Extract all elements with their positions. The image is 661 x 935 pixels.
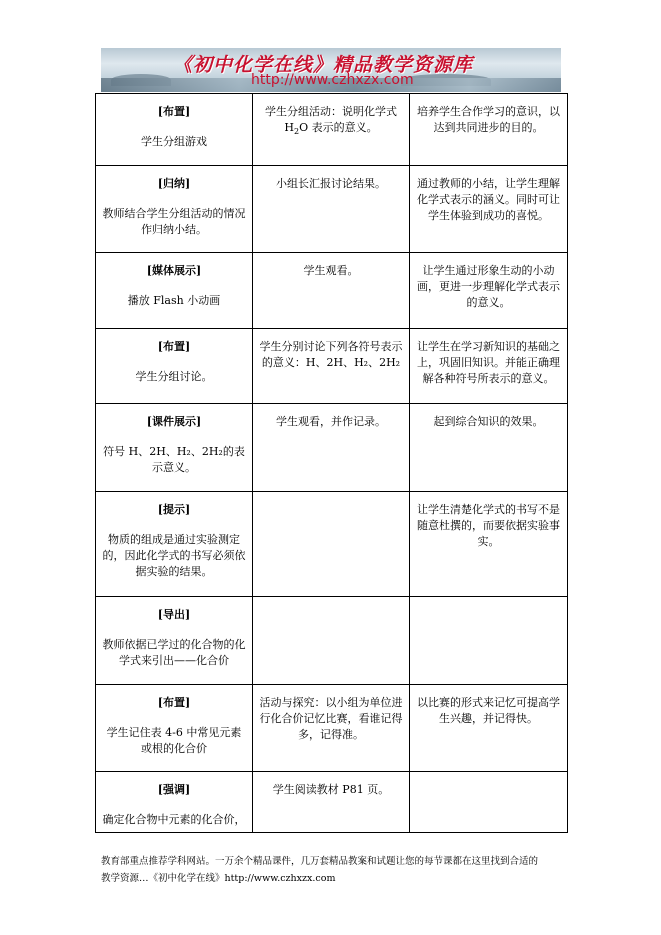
design-purpose: 起到综合知识的效果。	[433, 415, 544, 428]
teacher-activity: 确定化合物中元素的化合价，	[102, 813, 246, 826]
design-purpose: 让学生通过形象生动的小动画，更进一步理解化学式表示的意义。	[417, 264, 560, 309]
teacher-cell	[96, 492, 253, 597]
teacher-cell	[96, 253, 253, 329]
step-label: [导出]	[157, 608, 191, 621]
banner-title: 《初中化学在线》精品教学资源库	[173, 54, 474, 76]
step-label: [归纳]	[157, 177, 191, 190]
teacher-activity: 学生分组游戏	[141, 135, 207, 148]
table-row	[96, 329, 568, 404]
teacher-cell	[96, 166, 253, 253]
student-cell	[253, 597, 410, 685]
student-activity: 小组长汇报讨论结果。	[276, 177, 386, 190]
purpose-cell	[410, 94, 568, 166]
teacher-cell	[96, 597, 253, 685]
teacher-cell	[96, 685, 253, 772]
student-activity: 学生观看。	[303, 264, 359, 277]
design-purpose: 通过教师的小结，让学生理解化学式表示的涵义。同时可让学生体验到成功的喜悦。	[417, 177, 560, 222]
teacher-activity: 学生分组讨论。	[135, 370, 213, 383]
teacher-activity: 物质的组成是通过实验测定的，因此化学式的书写必须依据实验的结果。	[102, 533, 246, 578]
teacher-cell	[96, 94, 253, 166]
teacher-cell	[96, 329, 253, 404]
page-footer	[101, 853, 571, 887]
teacher-activity: 播放 Flash 小动画	[127, 294, 221, 307]
purpose-cell	[410, 492, 568, 597]
subscript: 2	[293, 127, 300, 137]
student-cell	[253, 253, 410, 329]
table-row	[96, 685, 568, 772]
footer-line: 教学资源…《初中化学在线》http://www.czhxzx.com	[101, 873, 336, 884]
purpose-cell	[410, 329, 568, 404]
table-row	[96, 772, 568, 833]
step-label: [媒体展示]	[146, 264, 202, 277]
table-row	[96, 597, 568, 685]
table-row	[96, 94, 568, 166]
student-activity: 活动与探究：以小组为单位进行化合价记忆比赛，看谁记得多，记得准。	[259, 696, 403, 741]
student-activity: 学生观看，并作记录。	[276, 415, 386, 428]
header-banner	[101, 48, 561, 92]
purpose-cell	[410, 772, 568, 833]
student-cell	[253, 492, 410, 597]
student-cell	[253, 404, 410, 492]
purpose-cell	[410, 253, 568, 329]
student-cell	[253, 329, 410, 404]
step-label: [提示]	[157, 503, 191, 516]
teacher-activity: 符号 H、2H、H₂、2H₂的表示意义。	[103, 445, 245, 474]
teacher-activity: 教师结合学生分组活动的情况作归纳小结。	[102, 207, 246, 236]
teacher-activity: 学生记住表 4-6 中常见元素或根的化合价	[106, 726, 242, 755]
purpose-cell	[410, 685, 568, 772]
step-label: [布置]	[157, 696, 191, 709]
student-cell	[253, 685, 410, 772]
design-purpose: 培养学生合作学习的意识，以达到共同进步的目的。	[417, 105, 560, 134]
student-activity: 学生分别讨论下列各符号表示的意义：H、2H、H₂、2H₂	[259, 340, 403, 369]
student-activity: 学生阅读教材 P81 页。	[272, 783, 390, 796]
table-row	[96, 404, 568, 492]
student-cell	[253, 772, 410, 833]
table-row	[96, 166, 568, 253]
purpose-cell	[410, 166, 568, 253]
teacher-cell	[96, 404, 253, 492]
step-label: [布置]	[157, 340, 191, 353]
purpose-cell	[410, 597, 568, 685]
design-purpose: 让学生清楚化学式的书写不是随意杜撰的，而要依据实验事实。	[417, 503, 560, 548]
footer-line: 教育部重点推荐学科网站。一万余个精品课件，几万套精品教案和试题让您的每节课都在这里找到合适的	[101, 856, 539, 867]
student-activity: O 表示的意义。	[299, 121, 378, 134]
step-label: [布置]	[157, 105, 191, 118]
table-row	[96, 253, 568, 329]
design-purpose: 让学生在学习新知识的基础之上，巩固旧知识。并能正确理解各种符号所表示的意义。	[417, 340, 560, 385]
step-label: [课件展示]	[146, 415, 202, 428]
teacher-activity: 教师依据已学过的化合物的化学式来引出——化合价	[102, 638, 246, 667]
table-row	[96, 492, 568, 597]
student-activity: 学生分组活动：说明化学式H	[265, 105, 397, 134]
step-label: [强调]	[157, 783, 191, 796]
student-cell	[253, 94, 410, 166]
purpose-cell	[410, 404, 568, 492]
student-cell	[253, 166, 410, 253]
banner-url[interactable]: http://www.czhxzx.com	[251, 72, 414, 88]
lesson-table	[95, 93, 568, 833]
design-purpose: 以比赛的形式来记忆可提高学生兴趣，并记得快。	[417, 696, 560, 725]
teacher-cell	[96, 772, 253, 833]
